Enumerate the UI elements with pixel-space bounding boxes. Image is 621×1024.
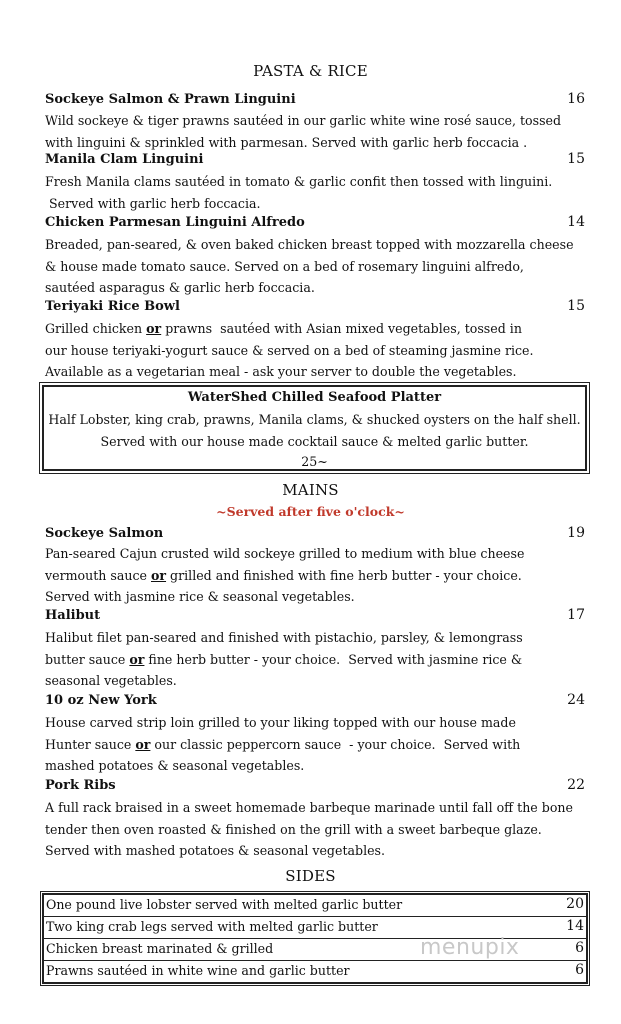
item-name: Halibut [45, 608, 101, 623]
item-description: Wild sockeye & tiger prawns sautéed in our garlic white wine rosé sauce, tossed with linguini & sprinkled with parmesan. Served with garlic herb foccacia . [45, 113, 562, 150]
side-description: Chicken breast marinated & grilled [46, 941, 274, 956]
item-description: Grilled chicken or prawns sautéed with Asian mixed vegetables, tossed in our house teriyaki-yogurt sauce & served on a bed of steaming jasmine rice. Available as a vegetarian meal - ask your server to double the vegetables. [45, 321, 534, 379]
item-name: Teriyaki Rice Bowl [45, 299, 180, 314]
item-description: Breaded, pan-seared, & oven baked chicken breast topped with mozzarella cheese & house made tomato sauce. Served on a bed of rosemary linguini alfredo, sautéed asparagus & garlic herb foccacia. [45, 237, 574, 295]
item-price: 14 [567, 214, 585, 230]
item-price: 15 [567, 151, 585, 167]
item-name: Pork Ribs [45, 778, 116, 793]
platter-title: WaterShed Chilled Seafood Platter [187, 390, 442, 405]
item-name: Sockeye Salmon [45, 526, 164, 541]
section-title-pasta-rice: PASTA & RICE [253, 62, 368, 80]
item-description: A full rack braised in a sweet homemade barbeque marinade until fall off the bone tender then oven roasted & finished on the grill with a sweet barbeque glaze. Served with mashed potatoes & seasonal vegetables. [45, 800, 573, 858]
menupix-watermark: menupix [420, 935, 520, 960]
side-price: 20 [566, 896, 584, 912]
side-price: 14 [566, 918, 584, 934]
item-price: 24 [567, 692, 585, 708]
side-description: One pound live lobster served with melted garlic butter [46, 897, 403, 912]
item-name: Chicken Parmesan Linguini Alfredo [45, 215, 305, 230]
table-row [44, 895, 586, 917]
item-name: Sockeye Salmon & Prawn Linguini [45, 92, 296, 107]
item-price: 17 [567, 607, 585, 623]
platter-price: 25~ [301, 454, 328, 469]
item-name: 10 oz New York [45, 693, 157, 708]
section-title-sides: SIDES [285, 867, 336, 885]
item-description: Pan-seared Cajun crusted wild sockeye grilled to medium with blue cheese vermouth sauce or grilled and finished with fine herb butter - your choice. Served with jasmine rice & seasonal vegetables. [45, 546, 525, 604]
platter-description: Half Lobster, king crab, prawns, Manila clams, & shucked oysters on the half shell. [48, 412, 581, 427]
item-description: Fresh Manila clams sautéed in tomato & garlic confit then tossed with linguini. Served with garlic herb foccacia. [45, 174, 553, 211]
item-price: 22 [567, 777, 585, 793]
seafood-platter-box [42, 385, 587, 471]
item-description: Halibut filet pan-seared and finished with pistachio, parsley, & lemongrass butter sauce or fine herb butter - your choice. Served with jasmine rice & seasonal vegetables. [45, 630, 523, 688]
side-description: Prawns sautéed in white wine and garlic butter [46, 963, 350, 978]
item-price: 19 [567, 525, 585, 541]
item-price: 16 [567, 91, 585, 107]
item-description: House carved strip loin grilled to your liking topped with our house made Hunter sauce or our classic peppercorn sauce - your choice. Served with mashed potatoes & seasonal vegetables. [45, 715, 521, 773]
table-row [44, 961, 586, 982]
side-description: Two king crab legs served with melted garlic butter [46, 919, 378, 934]
platter-description: Served with our house made cocktail sauce & melted garlic butter. [100, 434, 529, 449]
item-name: Manila Clam Linguini [45, 152, 204, 167]
section-title-mains: MAINS [282, 481, 339, 499]
item-price: 15 [567, 298, 585, 314]
served-after-note: ~Served after five o'clock~ [216, 504, 405, 519]
side-price: 6 [575, 962, 584, 978]
side-price: 6 [575, 940, 584, 956]
